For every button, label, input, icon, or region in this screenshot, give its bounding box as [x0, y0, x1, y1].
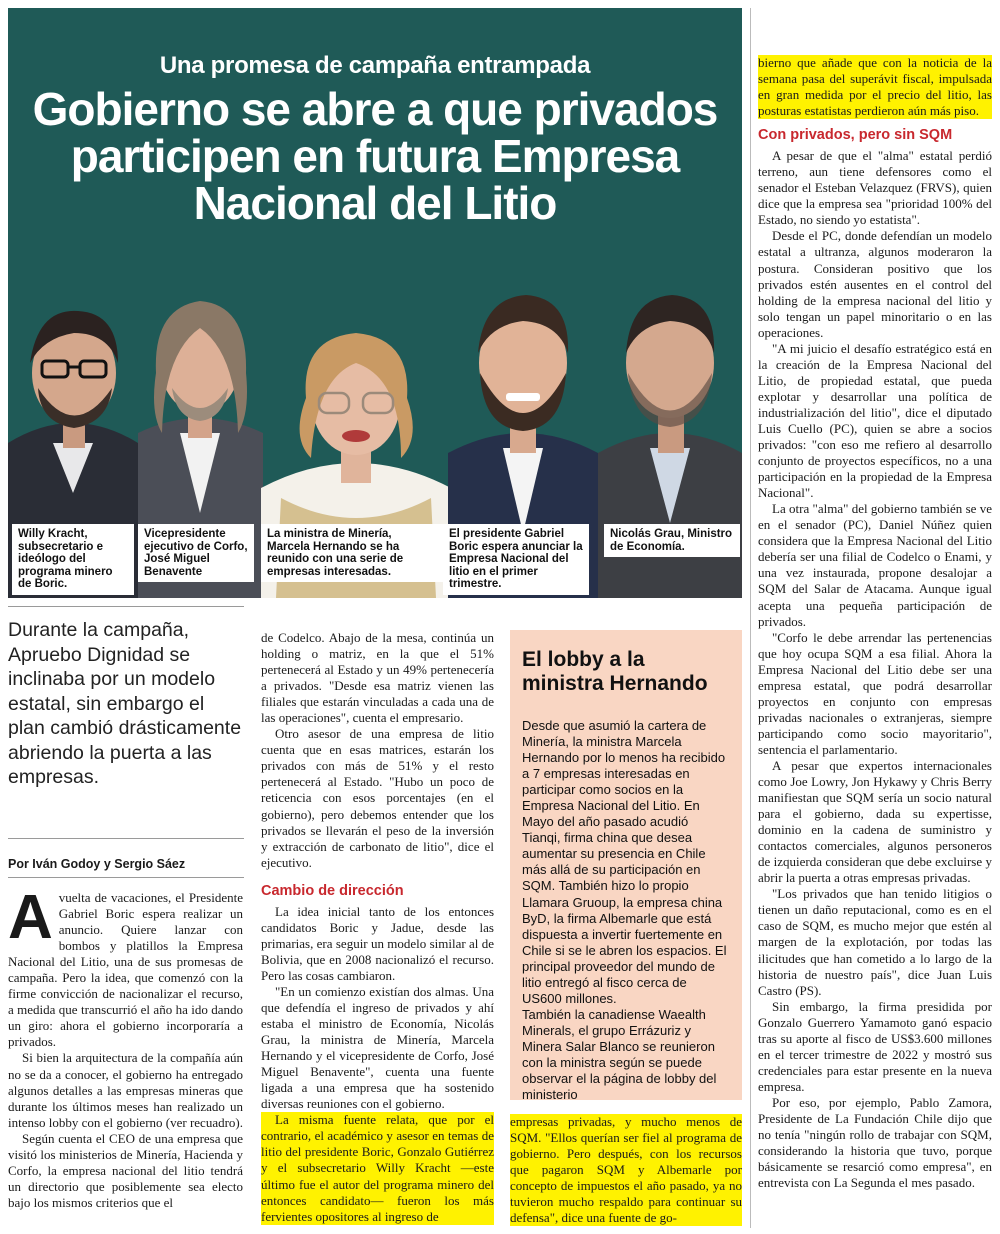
paragraph: "Los privados que han tenido litigios o tienen un daño reputacional, como es en el caso de SQM, es mucho mejor que estén al margen de la explotación, por todas las ilicitudes que han cometido a lo largo de la historia de nuestro país", dice Juan Luis Castro (PS).	[758, 886, 992, 998]
paragraph: La misma fuente relata, que por el contrario, el académico y asesor en temas de litio del presidente Boric, Gonzalo Gutiérrez y el subsecretario Willy Kracht —este último fue el autor del programa minero del entonces candidato— fueron los más fervientes opositores al ingreso de	[261, 1112, 494, 1224]
paragraph: La otra "alma" del gobierno también se ve en el senador (PC), Daniel Núñez quien considera que la Empresa Nacional del Litio debería ser una filial de Codelco o Enami, y una vez instaurada, propone desalojar a SQM del Salar de Atacama. Aunque igual acepta una pequeña participación de privados.	[758, 501, 992, 629]
paragraph: Sin embargo, la firma presidida por Gonzalo Guerrero Yamamoto ganó espacio tras su aporte al fisco de US$3.600 millones en el tercer trimestre de 2022 y mostró sus credenciales para estar presente en la nueva empresa.	[758, 998, 992, 1094]
box-title: El lobby a la ministra Hernando	[522, 648, 708, 695]
drop-cap: A	[8, 883, 53, 952]
article-column-2	[261, 630, 494, 1225]
paragraph: Por eso, por ejemplo, Pablo Zamora, Presidente de La Fundación Chile dijo que no tenía "ningún rollo de trabajar con SQM, considerando la historia que tuvo, porque básicamente se resarció como empresa", en entrevista con La Segunda el mes pasado.	[758, 1094, 992, 1191]
paragraph: "En un comienzo existían dos almas. Una que defendía el ingreso de privados y ahí estaba el ministro de Economía, Nicolás Grau, la ministra de Minería, Marcela Hernando y el vicepresidente de Corfo, José Miguel Benavente", cuenta una fuente ligada a una empresa que ha sostenido diversas reuniones con el gobierno.	[261, 983, 494, 1112]
paragraph: vuelta de vacaciones, el Presidente Gabriel Boric espera realizar un anuncio. Quiere lanzar con bombos y platillos la Empresa Nacional del Litio, una de sus promesas de campaña. Pero la idea, que comenzó con la firme convicción de nacionalizar el recurso, a medida que transcurrió el año ha ido dando un giro: ahora el gobierno incorporaría a privados.	[8, 890, 243, 1050]
paragraph: Si bien la arquitectura de la compañía aún no se da a conocer, el gobierno ha entregado algunos detalles a las empresas mineras que durante los últimos meses han realizado un intenso lobby con el gobierno (ver recuadro).	[8, 1050, 244, 1130]
divider	[8, 606, 244, 607]
column-divider	[750, 8, 751, 1228]
paragraph: A pesar de que el "alma" estatal perdió terreno, aun tiene defensores como el senador el Esteban Velazquez (FRVS), quien dice que la empresa sea "prioridad 100% del Estado, no siendo yo estatista".	[758, 148, 992, 228]
paragraph: de Codelco. Abajo de la mesa, continúa un holding o matriz, en la que el 51% pertenecerá al Estado y un 49% pertenecería a privados. "Desde esa matriz vienen las filiales que estarán vinculadas a cada una de las operaciones", cuenta el empresario.	[261, 630, 494, 726]
section-heading: Con privados, pero sin SQM	[758, 127, 953, 144]
paragraph: La idea inicial tanto de los entonces candidatos Boric y Jadue, desde las primarias, era seguir un modelo similar al de Bolivia, que en 2008 nacionalizó el recurso. Pero las cosas cambiaron.	[261, 903, 494, 983]
lead-text: Durante la campaña, Apruebo Dignidad se inclinaba por un modelo estatal, sin embargo el plan cambió drásticamente abriendo la puerta a las empresas.	[8, 619, 242, 788]
paragraph: A pesar que expertos internacionales como Joe Lowry, Jon Hykawy y Chris Berry manifiestan que SQM sería un socio natural para el gobierno, dada su expertisse, dominio en la cadena de suministro y contactos comerciales, algunos personeros de izquierda consideran que debe excluirse y abrir la puerta a otras empresas privadas.	[758, 757, 992, 886]
article-column-4	[758, 55, 992, 1191]
header-banner	[8, 8, 742, 598]
caption-gabriel-boric: El presidente Gabriel Boric espera anunciar la Empresa Nacional del litio en el primer trimestre.	[443, 524, 589, 595]
paragraph: bierno que añade que con la noticia de la semana pasa del superávit fiscal, impulsada en gran medida por el precio del litio, las posturas estatistas perdieron aún más piso.	[758, 55, 992, 119]
box-body	[522, 718, 730, 1103]
paragraph: También la canadiense Waealth Minerals, el grupo Errázuriz y Minera Salar Blanco se reunieron con la ministra según se puede observar el la página de lobby del ministerio	[522, 1006, 717, 1103]
caption-jose-miguel-benavente: Vicepresidente ejecutivo de Corfo, José Miguel Benavente	[138, 524, 254, 582]
paragraph: Desde el PC, donde defendían un modelo estatal a ultranza, algunos moderaron la postura. Consideran positivo que los privados estén ausentes en el control del holding de la empresa nacional del litio y solo tengan un papel minoritario o en las operaciones.	[758, 228, 992, 340]
paragraph: Desde que asumió la cartera de Minería, la ministra Marcela Hernando por lo menos ha recibido a 7 empresas interesadas en participar como socios en la Empresa Nacional del Litio. En Mayo del año pasado acudió Tianqi, firma china que desea aumentar su presencia en Chile más allá de su participación en SQM. También hizo lo propio Llamara Gruoup, la empresa china ByD, la firma Albemarle que está dispuesta a invertir fuertemente en Chile si se le abren los espacios. El principal proveedor del mundo de litio entregó al fisco cerca de US600 millones.	[522, 718, 727, 1006]
paragraph: empresas privadas, y mucho menos de SQM. "Ellos querían ser fiel al programa de gobierno. Pero después, con los recursos que pagaron SQM y Albemarle por concepto de impuestos el año pasado, ya no tuvieron mucho respaldo para continuar su defensa", dice una fuente de go-	[510, 1114, 742, 1226]
section-heading: Cambio de dirección	[261, 882, 404, 899]
divider	[8, 877, 244, 878]
article-column-3	[510, 1114, 742, 1226]
paragraph: Según cuenta el CEO de una empresa que visitó los ministerios de Minería, Hacienda y Corfo, la empresa nacional del litio tendrá un directorio que posiblemente sea electo bajo los mismos criterios que el	[8, 1130, 243, 1210]
byline: Por Iván Godoy y Sergio Sáez	[8, 857, 186, 871]
kicker: Una promesa de campaña entrampada	[159, 52, 591, 79]
page-title: Gobierno se abre a que privados participen en futura Empresa Nacional del Litio	[32, 83, 718, 229]
paragraph: Otro asesor de una empresa de litio cuenta que en esas matrices, estarán los privados con más de 51% y el resto pertenecerá al Estado. "Hubo un poco de reticencia con esos porcentajes (en el gobierno), pero debemos entender que los privados se llevarán el peso de la inversión y extracción de carbonato de litio", dice el ejecutivo.	[261, 726, 494, 870]
paragraph: "Corfo le debe arrendar las pertenencias que hoy ocupa SQM a esa filial. Ahora la Empresa Nacional del Litio debe ser una empresa estatal, que podrá desarrollar proyectos en conjunto con empresas privadas nacionales o extranjeras, siempre participando como socio mayoritario", sentencia el parlamentario.	[758, 629, 992, 757]
sidebar-box	[510, 630, 742, 1103]
paragraph: "A mi juicio el desafío estratégico está en la creación de la Empresa Nacional del Litio, de propiedad estatal, que pueda explotar y desarrollar una política de industrialización del litio", dice el diputado Luis Cuello (PC), quien se abre a socios privados: "con eso me refiero al desarrollo conjunto de proyectos específicos, no a una participación en la propiedad de la Empresa Nacional".	[758, 340, 992, 501]
divider	[8, 838, 244, 839]
article-column-1	[8, 883, 244, 1211]
caption-marcela-hernando: La ministra de Minería, Marcela Hernando se ha reunido con una serie de empresas interesadas.	[261, 524, 443, 582]
caption-willy-kracht: Willy Kracht, subsecretario e ideólogo del programa minero de Boric.	[12, 524, 134, 595]
caption-nicolas-grau: Nicolás Grau, Ministro de Economía.	[604, 524, 740, 557]
